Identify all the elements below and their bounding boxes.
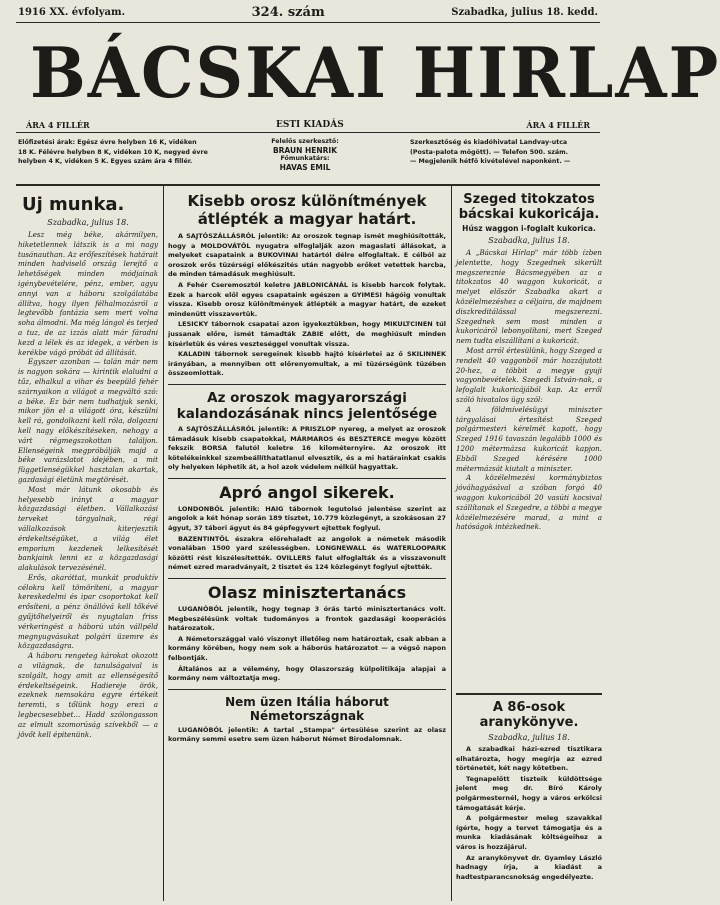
column-divider (451, 186, 452, 901)
article-paragraph: BAZENTINTŐL északra előrehaladt az angolok a németek második vonalában 1500 yard szélességben. LONGNEWALL és WATERLOOPARK közötti rést kiszélesítették. OVILLERS falut elfoglalták és a visszavonult német ezred maradványait, 2 tisztet és 124 közlegényt foglyul ejtették. (168, 534, 446, 572)
column-divider (163, 186, 164, 901)
article-body (456, 248, 602, 688)
article-headline: Nem üzen Itália háborut Németországnak (225, 694, 389, 723)
article-dateline: Szabadka, julius 18. (488, 733, 570, 742)
subscription-line: Előfizetési árak: Egész évre helyben 16 K, vidéken (18, 139, 197, 146)
article-dateline: Szabadka, julius 18. (47, 218, 129, 227)
article-paragraph: KALADIN tábornok seregeinek kisebb hajtó kísérletei az ő SKILINNEK irányában, a mennyiben ott előrenyomultak, a mi tüzérségünk tüzében összeomlottak. (168, 350, 446, 378)
article-headline: Olasz minisztertanács (207, 583, 407, 603)
subscription-info (18, 138, 218, 184)
article-paragraph: A „Bácskai Hírlap" már több ízben jelentette, hogy Szegednek sikerült megszereznie Bácsmegyében az a titokzatos 40 waggon kukoricát, a melyet először Szabadka akart a közélelmezéshez a céljaira, de majdnem diszkreditálással megszerezni. Szegednek sem most minden a kukoricáról lebonyolítani, mert Szeged nem tudta elszállítani a kukoricát. (456, 248, 602, 346)
article-paragraph: Az aranykönyvet dr. Gyamley László hadnagy írja, a kiadást a hadtestparancsnokság engedélyezte. (456, 853, 602, 881)
article-paragraph: Erős, akaróttat, munkát produktív célokra kell tömöríteni, a magyar kereskedelmi és ipar csoportokat kell erősíteni, a pénz önállóvá kell tőkévé gyűjtőhelyeiről és nyugtalan friss vérkeringést a háború után vállpéld megnyugvásukat polgári üzemre és közgazdaságra. (18, 572, 158, 651)
article-paragraph: Most arról értesülünk, hogy Szeged a rendelt 40 vaggonból már hozzájutott 20-hez, a többit a megye gyuji vagyonbevételek. Szegedi István-nak, a lefoglalt kukoricájából kap. Az erről szóló hivatalos ügy szól: (456, 345, 602, 404)
top-info-line (18, 4, 598, 20)
article-paragraph: A háboru rengeteg károkat okozott a világnak, de tanulságaival is szolgált, hogy amit az ellenségesítő érdekeltségeink. Hadiereje örök, ezeknek nemsokára egyre értékeit teremti, s tőlünk hogy erezi a legbecsesebbet... Hadd szólongasson az elmult szomorúság szívekből — a jövőt kell épitenünk. (18, 651, 158, 739)
article-headline: Apró angol sikerek. (219, 482, 395, 502)
article-dateline: Szabadka, julius 18. (488, 236, 570, 245)
article-subheadline: Húsz waggon i-foglalt kukorica. (462, 224, 596, 233)
article-paragraph: A SAJTÓSZÁLLÁSRÓL jelentik: Az oroszok tegnap ismét meghiúsították, hogy a MOLDOVÁTÓL nyugatra elfoglalják azon magaslati állásokat, a melyeket csapataink a BUKOVINAI határtól délre elfoglaltak. E célból az oroszok erős tüzérségi előkészités után nagyobb erőket vetettek harcba, de minden támadásuk meghiúsult. (168, 232, 446, 279)
article-body (168, 425, 446, 473)
edition-label: ESTI KIADÁS (276, 120, 344, 130)
article-body (456, 745, 602, 882)
columns-top-rule (16, 184, 600, 186)
article-body (18, 230, 158, 739)
article-headline: Szeged titokzatos bácskai kukoricája. (458, 192, 600, 222)
office-line: (Posta-palota mögött). — Telefon 500. szám. (410, 148, 569, 156)
editor-line: Főmunkatárs: (280, 155, 330, 162)
issue-number: 324. szám (251, 4, 325, 20)
price-left: ÁRA 4 FILLÉR (26, 120, 90, 130)
price-right: ÁRA 4 FILLÉR (526, 120, 590, 130)
article-paragraph: A szabadkai házi-ezred tisztikara elhatározta, hogy megírja az ezred történetét, két nagy kötetben. (456, 745, 602, 773)
article-paragraph: LUGANÓBÓL jelentik, hogy tegnap 3 órás tartó minisztertanács volt. Megbeszélésünk voltak tudományos a frontok gazdasági kooperációs határozatok. (168, 605, 446, 633)
article-paragraph: LESICKY tábornok csapatai azon igyekeztükben, hogy MIKULTCINEN túl jussanak előre, ismét támadták ZABIE előtt, de meghiúsult minden kísérletük és véres veszteséggel vonultak vissza. (168, 320, 446, 348)
place-date: Szabadka, julius 18. kedd. (451, 6, 598, 18)
editor-line: Felelős szerkesztő: (271, 138, 339, 145)
right-column (456, 190, 602, 900)
article-paragraph: Lesz még béke, akármilyen, hiketetlennek látszik is a mi nagy tusánauthan. Az erőfeszítések határait minden hadviselő ország lerejtő a lehetőségek minden módjainak igénybevételére, pénz, ember, agyu annyi van a háboru szolgálatába állítva, hogy ilyen félhalmozásról a legtevőbb fantázia sem mert volna soha álmodni. Ma még lángol és terjed a tuz, de az izzás alatt már fáradni kezd a lélek és az idegek, a vérben is kerékbe vágó próbát ád állítását. (18, 230, 158, 357)
article-body (168, 505, 446, 573)
article-headline: Uj munka. (22, 194, 125, 215)
article-divider (168, 689, 446, 690)
article-paragraph: Egyszer azonban — talán már nem is nagyon sokára — kirintik elaludni a tűz, elhalkul a vihar és beepülő fehér szárnyaikon a világot a megváltó szó: a béke. Ez bár nem tudhatjuk senki, mikor jön el a világott óra, készülni kell rá, gondolkozni kell róla, dolgozni kell nagy előkészítéseken, nehogy a várt régmegszokottan találjon. Ellenségeink megpróbálják majd a béke varázslatot idejében, a mit függetlenségükkel hasztalan akartak, gazdasági életünk megtörését. (18, 357, 158, 484)
article-paragraph: A polgármester meleg szavakkal ígérte, hogy a tervet támogatja és a munka kiadásának költségeihez a város is hozzájárul. (456, 814, 602, 851)
article-headline: Az oroszok magyarországi kalandozásának nincs jelentősége (176, 389, 438, 422)
office-info (410, 138, 600, 184)
editor-line: HAVAS EMIL (279, 162, 331, 172)
article-body (168, 232, 446, 379)
masthead-title: BÁCSKAI HIRLAP (30, 32, 720, 114)
article-paragraph: A SAJTÓSZÁLLÁSRÓL jelentik: A PRISZLOP nyereg, a melyet az oroszok támadásuk kisebb csapatokkal, MÁRMAROS és BESZTERCE megye között fekszik BORSA falutól keletre 16 kilométernyire. Az oroszok itt kötelékeinkkel szembeállíthatatlanul elvesztik, és a mi határainkat csakis oly helyeken léphetik át, a hol azok védelem nélkül hagyattak. (168, 424, 446, 472)
subscription-line: helyben 4 K, vidéken 5 K. Egyes szám ára 4 fillér. (18, 158, 193, 165)
middle-column (168, 190, 446, 900)
office-line: — Megjelenik hétfő kivételével naponként. — (410, 158, 571, 165)
article-paragraph: Általános az a vélemény, hogy Olaszország külpolitikája alapjai a kormány nem változtatja meg. (168, 664, 446, 683)
article-paragraph: LUGANÓBÓL jelentik: A tartal „Stampa" értesülése szerint az olasz kormány semmi esetre sem üzen háborut Német Birodalomnak. (168, 725, 446, 744)
article-divider (168, 478, 446, 479)
header-rule (16, 132, 600, 133)
article-headline: A 86-osok aranykönyve. (479, 700, 579, 730)
subscription-line: 18 K. Félévre helyben 8 K, vidéken 10 K, negyed évre (18, 148, 208, 156)
article-body (168, 726, 446, 745)
editors-info (250, 138, 360, 184)
article-divider (168, 578, 446, 579)
article-divider (168, 384, 446, 385)
editor-line: BRAUN HENRIK (272, 145, 338, 155)
article-divider (456, 693, 602, 695)
article-paragraph: A Németországgal való viszonyt illetőleg nem határoztak, csak abban a kormány körében, hogy nem sok a háborús határozatot — a végső napon felbontják. (168, 634, 446, 662)
article-paragraph: A közélelmezési kormánybiztos jóváhagyásával a szóban forgó 40 waggon kukoricából 20 vasúti kocsival szállítanak el Szegedre, a többi a megye közélelmezésére marad, a mint a hatóságok intézkednek. (456, 473, 602, 532)
office-line: Szerkesztőség és kiadóhivatal Landvay-utca (410, 139, 568, 146)
article-paragraph: A földmívelésügyi miniszter tárgyalásai értesítést Szeged polgármesteri kérelmét kapott, hogy Szeged 1916 tavaszán legalább 1000 és 1200 métermázsa kukoricát kapjon. Ebből Szeged kérésére 1000 métermázsát kiutalt a miniszter. (456, 404, 602, 473)
article-paragraph: Tegnapelőtt tiszteik küldöttsége jelent meg dr. Bíró Károly polgármesternél, hogy a város erkölcsi támogatását kérje. (456, 774, 602, 812)
article-paragraph: Most már látunk okosabb és helyesebb irányt a magyar közgazdasági életben. Vállalkozási terveket tárgyalnak, régi vállalkozások kiterjesztik érdekeltségüket, a világ élet emporium kezdenek lelkesítését bankjaink lenni ez a közgazdasági alakulások tervezésénél. (18, 484, 158, 573)
article-headline: Kisebb orosz különítmények átlépték a magyar határt. (187, 192, 427, 228)
article-paragraph: LONDONBÓL jelentik: HAIG tábornok legutolsó jelentése szerint az angolok a két hónap során 189 tisztet, 10.779 közlegényt, a szokásosan 27 ágyut, 37 tábori ágyut és 84 gépfegyvert ejtettek foglyul. (168, 504, 446, 533)
article-body (168, 605, 446, 684)
article-paragraph: A Fehér Cseremosztól keletre JABLONICÁNÁL is kisebb harcok folytak. Ezek a harcok elől egyes csapataink egészen a GYIMESI hágóig vonultak vissza. Kisebb orosz különítmények átlépték a magyar határt, de ezeket mindenütt visszavertük. (168, 280, 446, 318)
year-volume: 1916 XX. évfolyam. (18, 6, 126, 18)
left-column (18, 190, 158, 900)
